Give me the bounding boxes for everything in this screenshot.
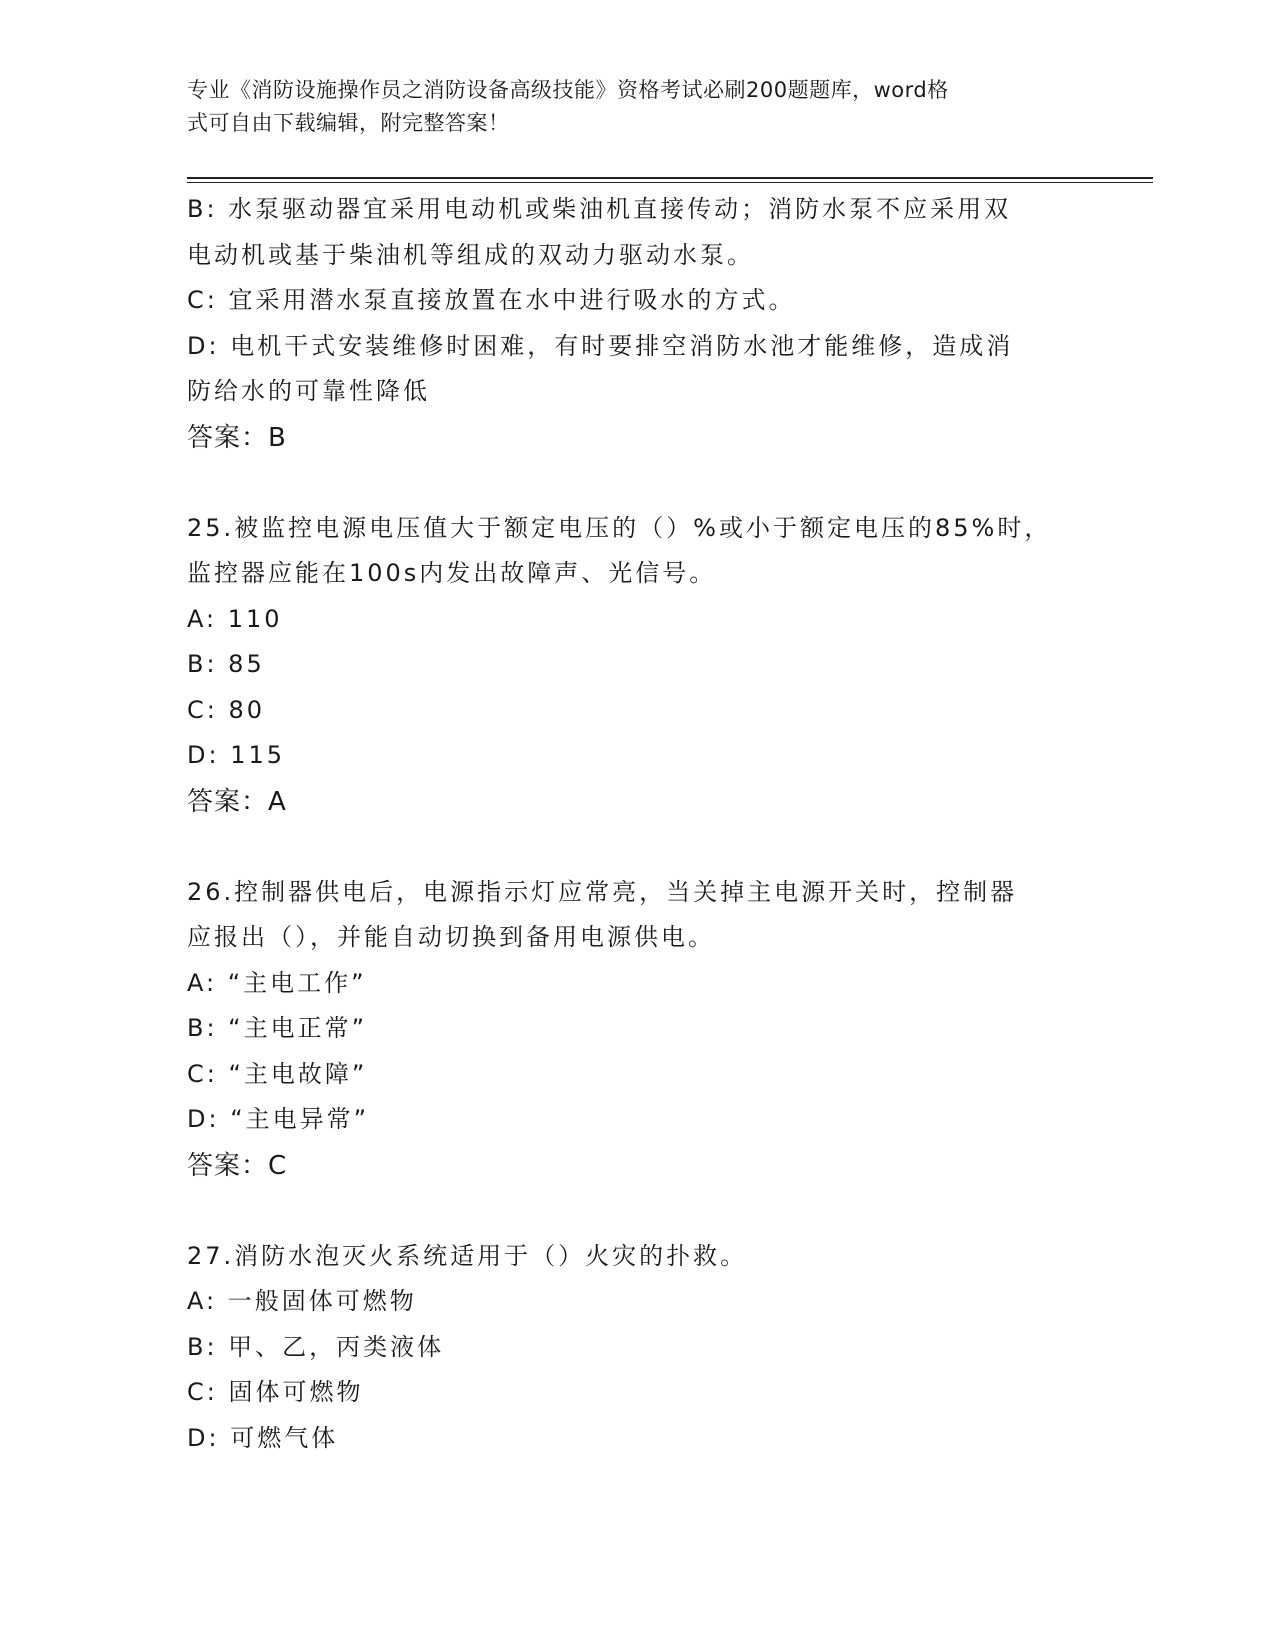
question-stem-line-1: 26.控制器供电后，电源指示灯应常亮，当关掉主电源开关时，控制器: [187, 877, 1018, 906]
answer: 答案：C: [187, 1150, 288, 1181]
header-line-1: 专业《消防设施操作员之消防设备高级技能》资格考试必刷200题题库，word格: [187, 78, 949, 102]
question-stem-line-2: 应报出（），并能自动切换到备用电源供电。: [187, 923, 715, 951]
question-stem: 27.消防水泡灭火系统适用于（）火灾的扑救。: [187, 1241, 748, 1270]
option-d-line-1: D: 电机干式安装维修时困难，有时要排空消防水池才能维修，造成消: [187, 331, 1014, 360]
option-d: D: 115: [187, 741, 286, 769]
option-c: C: 固体可燃物: [187, 1378, 364, 1406]
option-b-line-1: B: 水泵驱动器宜采用电动机或柴油机直接传动；消防水泵不应采用双: [187, 195, 1012, 223]
question-stem-line-1: 25.被监控电源电压值大于额定电压的（）%或小于额定电压的85%时，: [187, 513, 1052, 542]
option-d: D: “主电异常”: [187, 1105, 370, 1133]
option-a: A: 一般固体可燃物: [187, 1287, 417, 1315]
header-divider-thin: [187, 182, 1153, 183]
option-c: C: 宜采用潜水泵直接放置在水中进行吸水的方式。: [187, 286, 796, 314]
option-d: D: 可燃气体: [187, 1423, 339, 1452]
question-block-27: [187, 1234, 1067, 1462]
question-block-26: [187, 870, 1067, 1189]
option-b-line-2: 电动机或基于柴油机等组成的双动力驱动水泵。: [187, 240, 754, 269]
header-line-2: 式可自由下载编辑，附完整答案！: [187, 111, 510, 135]
option-d-line-2: 防给水的可靠性降低: [187, 377, 430, 405]
question-block-previous: [187, 187, 1067, 461]
option-c: C: “主电故障”: [187, 1059, 368, 1088]
spacer: [187, 461, 1067, 506]
option-a: A: 110: [187, 604, 283, 633]
option-b: B: “主电正常”: [187, 1014, 368, 1042]
spacer: [187, 825, 1067, 870]
option-b: B: 甲、乙，丙类液体: [187, 1332, 445, 1361]
option-a: A: “主电工作”: [187, 968, 367, 997]
question-block-25: [187, 506, 1067, 825]
spacer: [187, 1189, 1067, 1234]
answer: 答案：A: [187, 786, 287, 817]
option-c: C: 80: [187, 695, 266, 724]
question-list: [187, 187, 1067, 1461]
answer: 答案：B: [187, 422, 287, 453]
option-b: B: 85: [187, 650, 265, 678]
header-divider-thick: [187, 177, 1153, 179]
question-stem-line-2: 监控器应能在100s内发出故障声、光信号。: [187, 559, 717, 587]
document-header: [187, 74, 1087, 140]
